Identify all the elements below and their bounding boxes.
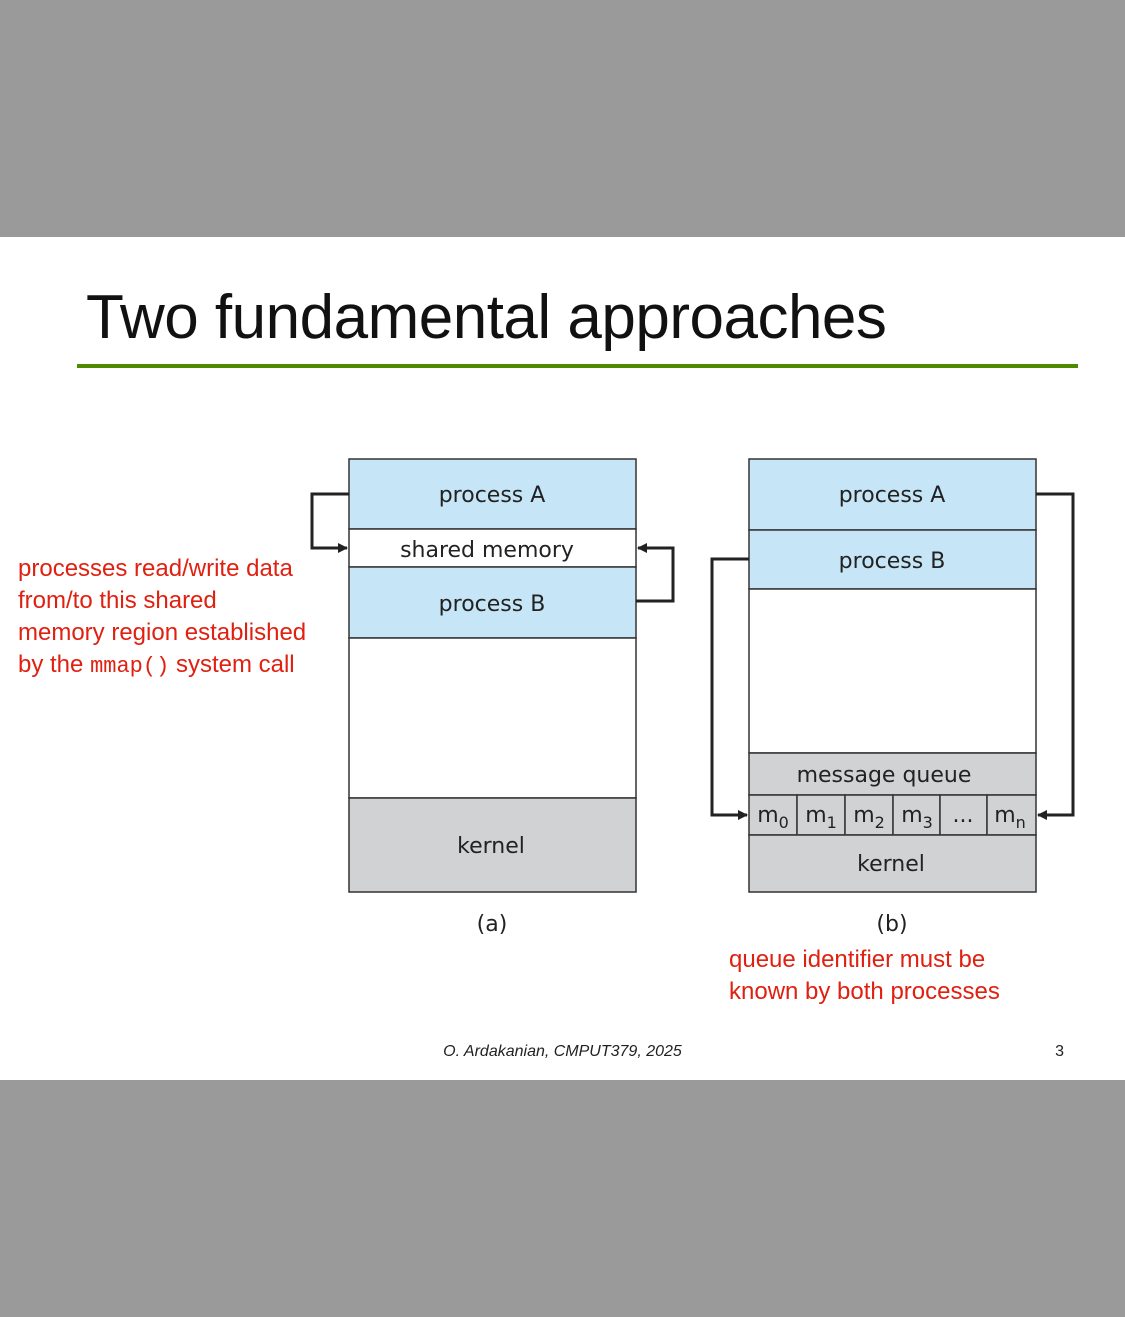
note-line: memory region established (18, 619, 307, 646)
note-line: processes read/write data (18, 555, 293, 582)
note-line (18, 649, 306, 683)
note-line: from/to this shared (18, 587, 217, 614)
slide-footer: O. Ardakanian, CMPUT379, 2025 (443, 1043, 682, 1060)
a-caption: (a) (476, 912, 508, 937)
slide-title: Two fundamental approaches (86, 283, 887, 352)
queue-note (729, 944, 1000, 1008)
b-free-space (749, 589, 1036, 753)
note-line: queue identifier must be (729, 946, 986, 973)
mmap-code: mmap() (90, 654, 170, 679)
b-slot-ellipsis-label: ... (952, 803, 974, 828)
slot-subscript: 3 (922, 813, 933, 832)
a-process-a-label: process A (438, 483, 546, 508)
b-caption: (b) (876, 912, 908, 937)
page-number: 3 (1055, 1043, 1064, 1060)
diagram-a (312, 459, 673, 937)
b-arrow-process-a-to-queue (1036, 494, 1073, 815)
b-process-a-label: process A (838, 483, 946, 508)
b-arrow-process-b-to-queue (712, 559, 749, 815)
note-line: known by both processes (729, 978, 1000, 1005)
b-message-queue-label: message queue (796, 763, 972, 788)
shared-memory-note (18, 553, 306, 683)
note-text: system call (175, 651, 295, 678)
b-process-b-label: process B (838, 549, 946, 574)
slide (0, 237, 1125, 1080)
slot-subscript: 0 (778, 813, 789, 832)
a-arrow-process-b-to-shared (636, 548, 673, 601)
slot-base: m (994, 803, 1016, 828)
a-process-b-label: process B (438, 592, 546, 617)
slot-base: m (757, 803, 779, 828)
slot-base: m (805, 803, 827, 828)
a-arrow-process-a-to-shared (312, 494, 349, 548)
slot-subscript: 1 (826, 813, 837, 832)
slot-subscript: 2 (874, 813, 885, 832)
note-text: by the (18, 651, 84, 678)
a-free-space (349, 638, 636, 798)
slot-base: m (901, 803, 923, 828)
slot-base: m (853, 803, 875, 828)
a-kernel-label: kernel (457, 834, 525, 859)
slot-subscript: n (1015, 813, 1026, 832)
diagram-b (712, 459, 1073, 937)
b-kernel-label: kernel (857, 852, 925, 877)
a-shared-memory-label: shared memory (400, 538, 574, 563)
